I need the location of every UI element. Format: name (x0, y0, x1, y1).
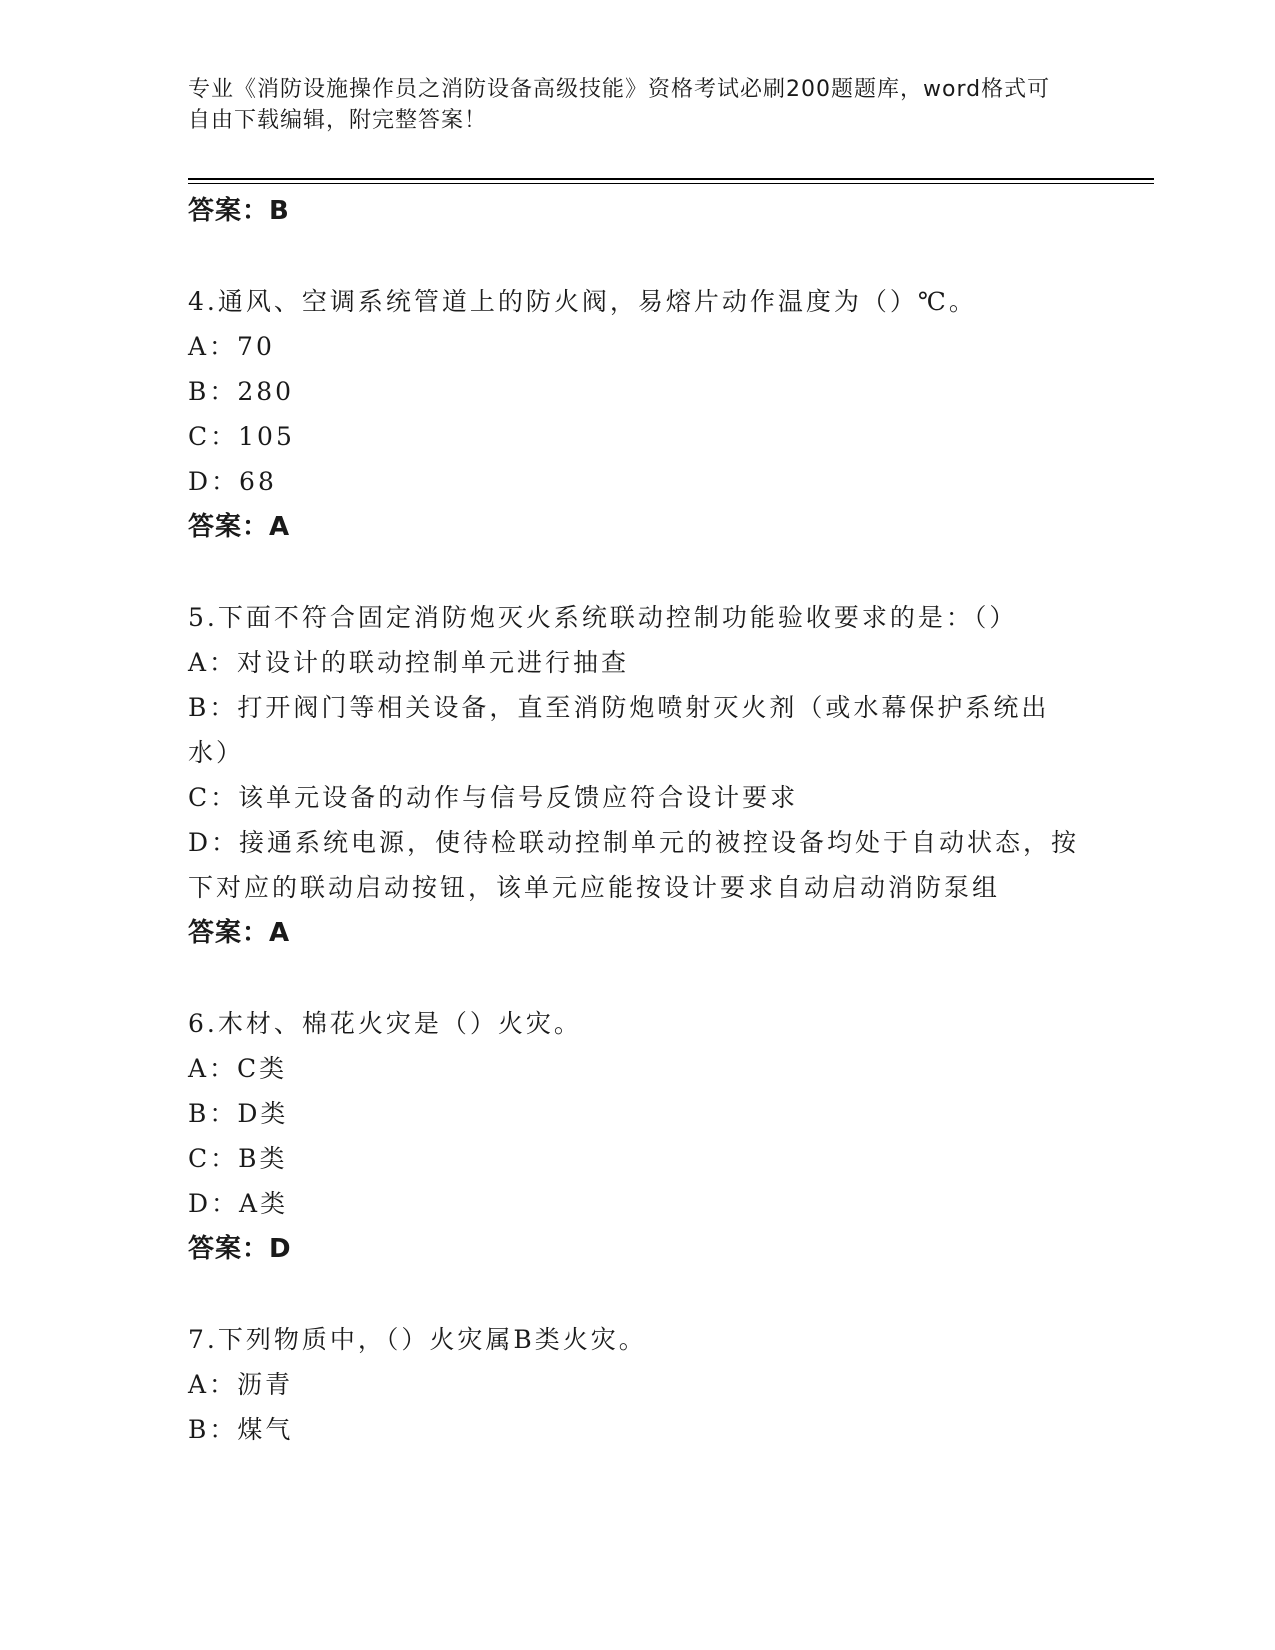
question-stem: 5.下面不符合固定消防炮灭火系统联动控制功能验收要求的是：（） (188, 603, 1018, 632)
option-d: D：接通系统电源，使待检联动控制单元的被控设备均处于自动状态，按下对应的联动启动按钮，该单元应能按设计要求自动启动消防泵组 (188, 828, 1080, 902)
option-a: A：沥青 (188, 1370, 294, 1399)
option-a: A：对设计的联动控制单元进行抽查 (188, 648, 630, 677)
option-a: A：70 (188, 332, 275, 361)
document-header: 专业《消防设施操作员之消防设备高级技能》资格考试必刷200题题库，word格式可自由下载编辑，附完整答案！ (188, 77, 1051, 133)
option-c: C：该单元设备的动作与信号反馈应符合设计要求 (188, 783, 799, 812)
option-b: B：打开阀门等相关设备，直至消防炮喷射灭火剂（或水幕保护系统出水） (188, 693, 1050, 767)
answer-line: 答案：B (188, 196, 290, 226)
question-stem: 4.通风、空调系统管道上的防火阀，易熔片动作温度为（）℃。 (188, 287, 977, 316)
spacer (188, 1272, 1088, 1317)
option-b: B：煤气 (188, 1415, 294, 1444)
answer-line: 答案：A (188, 918, 291, 948)
question-list (188, 188, 1088, 1452)
question-item (188, 279, 1088, 550)
spacer (188, 956, 1088, 1001)
option-a: A：C类 (188, 1054, 288, 1083)
header-divider-thin (188, 183, 1154, 184)
question-stem: 7.下列物质中，（）火灾属B类火灾。 (188, 1325, 647, 1354)
answer-line: 答案：A (188, 512, 291, 542)
option-d: D：68 (188, 467, 277, 496)
answer-line: 答案：D (188, 1234, 292, 1264)
spacer (188, 550, 1088, 595)
option-c: C：105 (188, 422, 295, 451)
question-item (188, 1001, 1088, 1272)
option-b: B：280 (188, 377, 295, 406)
question-item (188, 595, 1088, 956)
option-c: C：B类 (188, 1144, 288, 1173)
question-item (188, 1317, 1088, 1452)
header-divider (188, 178, 1154, 180)
spacer (188, 234, 1088, 279)
option-b: B：D类 (188, 1099, 289, 1128)
option-d: D：A类 (188, 1189, 289, 1218)
question-stem: 6.木材、棉花火灾是（）火灾。 (188, 1009, 582, 1038)
